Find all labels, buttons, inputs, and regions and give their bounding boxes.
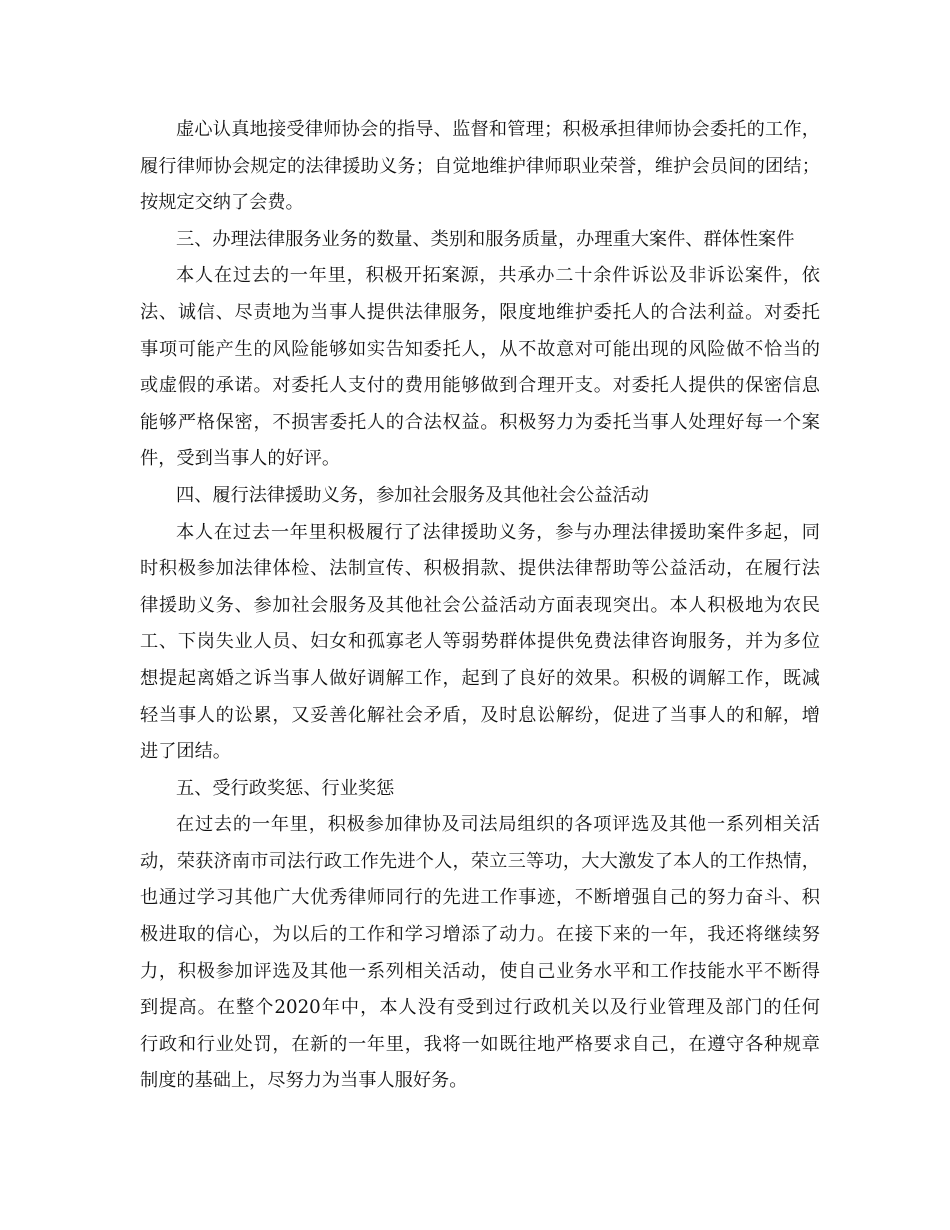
text-line: 工、下岗失业人员、妇女和孤寡老人等弱势群体提供免费法律咨询服务，并为多位 — [140, 631, 820, 653]
text-line: 也通过学习其他广大优秀律师同行的先进工作事迹，不断增强自己的努力奋斗、积 — [140, 887, 820, 909]
text-line: 能够严格保密，不损害委托人的合法权益。积极努力为委托当事人处理好每一个案 — [140, 411, 820, 433]
text-line: 本人在过去一年里积极履行了法律援助义务，参与办理法律援助案件多起，同 — [176, 521, 820, 543]
text-line: 律援助义务、参加社会服务及其他社会公益活动方面表现突出。本人积极地为农民 — [140, 594, 820, 616]
text-line: 虚心认真地接受律师协会的指导、监督和管理；积极承担律师协会委托的工作， — [176, 119, 820, 140]
text-line: 力，积极参加评选及其他一系列相关活动，使自己业务水平和工作技能水平不断得 — [140, 960, 820, 982]
text-line: 轻当事人的讼累，又妥善化解社会矛盾，及时息讼解纷，促进了当事人的和解，增 — [140, 704, 820, 726]
text-line: 本人在过去的一年里，积极开拓案源，共承办二十余件诉讼及非诉讼案件，依 — [176, 265, 820, 287]
text-line: 时积极参加法律体检、法制宣传、积极捐款、提供法律帮助等公益活动，在履行法 — [140, 558, 820, 580]
text-line: 四、履行法律援助义务，参加社会服务及其他社会公益活动 — [176, 484, 649, 506]
text-line: 制度的基础上，尽努力为当事人服好务。 — [140, 1070, 468, 1092]
document-body — [140, 112, 820, 1100]
text-line: 件，受到当事人的好评。 — [140, 448, 341, 470]
text-line: 五、受行政奖惩、行业奖惩 — [176, 777, 395, 799]
text-line: 按规定交纳了会费。 — [140, 192, 304, 214]
text-line: 法、诚信、尽责地为当事人提供法律服务，限度地维护委托人的合法利益。对委托 — [140, 301, 820, 323]
text-line: 三、办理法律服务业务的数量、类别和服务质量，办理重大案件、群体性案件 — [176, 228, 795, 250]
text-line: 想提起离婚之诉当事人做好调解工作，起到了良好的效果。积极的调解工作，既减 — [140, 667, 820, 689]
text-line: 动，荣获济南市司法行政工作先进个人，荣立三等功，大大激发了本人的工作热情， — [140, 850, 820, 872]
text-line: 极进取的信心，为以后的工作和学习增添了动力。在接下来的一年，我还将继续努 — [140, 924, 820, 946]
text-line: 行政和行业处罚，在新的一年里，我将一如既往地严格要求自己，在遵守各种规章 — [140, 1033, 820, 1055]
text-line: 到提高。在整个2020年中，本人没有受到过行政机关以及行业管理及部门的任何 — [140, 997, 820, 1019]
text-line: 在过去的一年里，积极参加律协及司法局组织的各项评选及其他一系列相关活 — [176, 814, 820, 836]
text-line: 或虚假的承诺。对委托人支付的费用能够做到合理开支。对委托人提供的保密信息 — [140, 375, 820, 397]
text-line: 进了团结。 — [140, 741, 231, 763]
text-line: 履行律师协会规定的法律援助义务；自觉地维护律师职业荣誉，维护会员间的团结； — [140, 155, 820, 177]
text-line: 事项可能产生的风险能够如实告知委托人，从不故意对可能出现的风险做不恰当的 — [140, 338, 820, 360]
